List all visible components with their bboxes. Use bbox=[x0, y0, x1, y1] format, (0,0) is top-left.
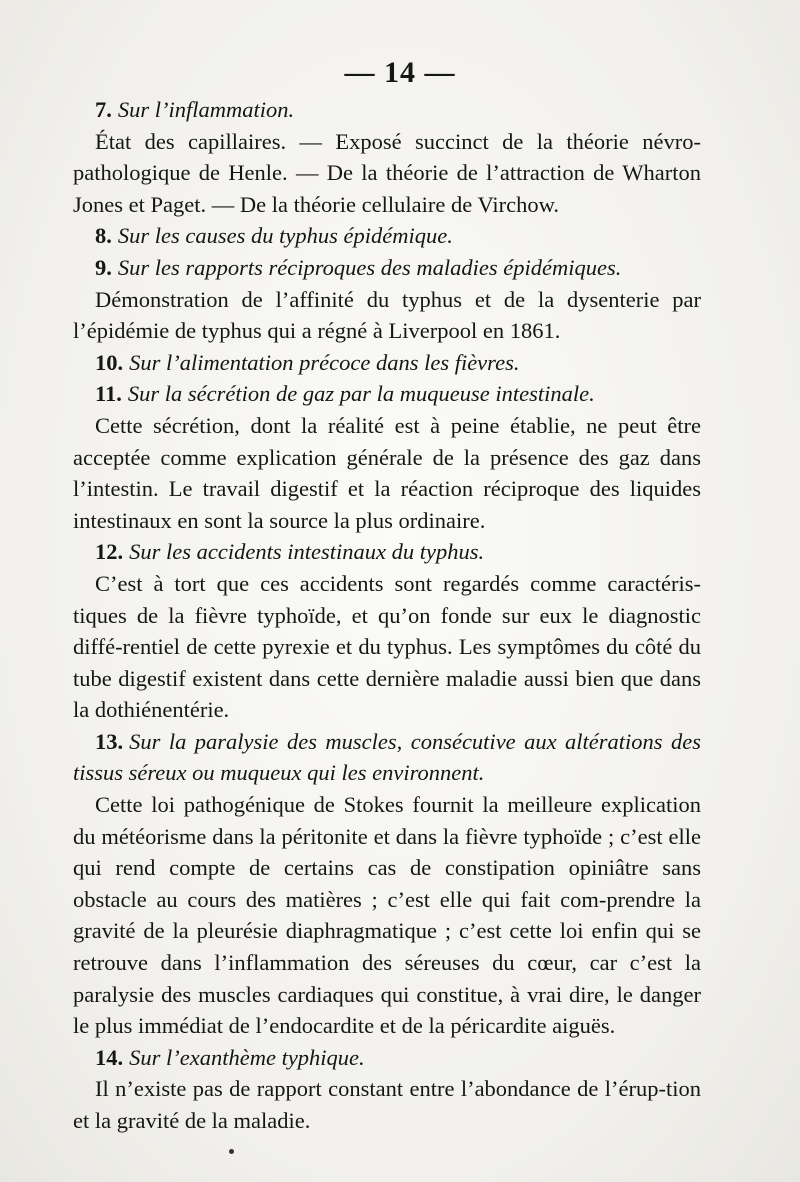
section-paragraph: C’est à tort que ces accidents sont regardés comme caractéris-tiques de la fièvre typhoïde, et qu’on fonde sur eux le diagnostic diffé-rentiel de cette pyrexie et du typhus. Les symptômes du côté du tube digestif existent dans cette dernière maladie aussi bien que dans la dothiénentérie. bbox=[73, 570, 701, 723]
section-title: Sur l’alimentation précoce dans les fièvres. bbox=[129, 349, 520, 375]
section-heading bbox=[73, 347, 701, 379]
section-heading bbox=[73, 94, 701, 126]
section-paragraph: État des capillaires. — Exposé succinct de la théorie névro-pathologique de Henle. — De la théorie de l’attraction de Wharton Jones et Paget. — De la théorie cellulaire de Virchow. bbox=[73, 128, 701, 217]
section-paragraph: Démonstration de l’affinité du typhus et de la dysenterie par l’épidémie de typhus qui a régné à Liverpool en 1861. bbox=[73, 286, 701, 344]
text-body bbox=[73, 94, 701, 1137]
section-number: 13. bbox=[95, 728, 124, 754]
ink-speck bbox=[229, 1149, 234, 1154]
section-title: Sur la paralysie des muscles, consécutive aux altérations des tissus séreux ou muqueux qui les environnent. bbox=[73, 728, 701, 786]
section-title: Sur les accidents intestinaux du typhus. bbox=[129, 539, 485, 565]
section-title: Sur les rapports réciproques des maladies épidémiques. bbox=[117, 254, 622, 280]
section-heading bbox=[73, 1042, 701, 1074]
section-number: 11. bbox=[95, 381, 122, 407]
section-paragraph: Cette sécrétion, dont la réalité est à peine établie, ne peut être acceptée comme explication générale de la présence des gaz dans l’intestin. Le travail digestif et la réaction réciproque des liquides intestinaux en sont la source la plus ordinaire. bbox=[73, 412, 701, 533]
section-number: 10. bbox=[95, 349, 124, 375]
section-heading bbox=[73, 378, 701, 410]
section-title: Sur l’inflammation. bbox=[117, 97, 295, 122]
section-heading bbox=[73, 536, 701, 568]
section-title: Sur la sécrétion de gaz par la muqueuse intestinale. bbox=[127, 381, 595, 407]
section-paragraph: Cette loi pathogénique de Stokes fournit la meilleure explication du météorisme dans la péritonite et dans la fièvre typhoïde ; c’est elle qui rend compte de certains cas de constipation opiniâtre sans obstacle au cours des matières ; c’est elle qui fait com-prendre la gravité de la pleurésie diaphragmatique ; c’est cette loi enfin qui se retrouve dans l’inflammation des séreuses du cœur, car c’est la paralysie des muscles cardiaques qui constitue, à vrai dire, le danger le plus immédiat de l’endocardite et de la péricardite aiguës. bbox=[73, 792, 701, 1039]
section-number: 14. bbox=[95, 1044, 124, 1070]
section-title: Sur l’exanthème typhique. bbox=[129, 1044, 365, 1070]
section-number: 12. bbox=[95, 539, 124, 565]
section-heading bbox=[73, 252, 701, 284]
section-title: Sur les causes du typhus épidémique. bbox=[117, 223, 453, 249]
section-number: 7. bbox=[95, 97, 112, 122]
section-paragraph: Il n’existe pas de rapport constant entre l’abondance de l’érup-tion et la gravité de la maladie. bbox=[73, 1076, 701, 1133]
section-heading bbox=[73, 220, 701, 252]
section-number: 9. bbox=[95, 254, 112, 280]
section-heading bbox=[73, 726, 701, 789]
page-number: — 14 — bbox=[344, 56, 456, 89]
section-number: 8. bbox=[95, 223, 112, 249]
